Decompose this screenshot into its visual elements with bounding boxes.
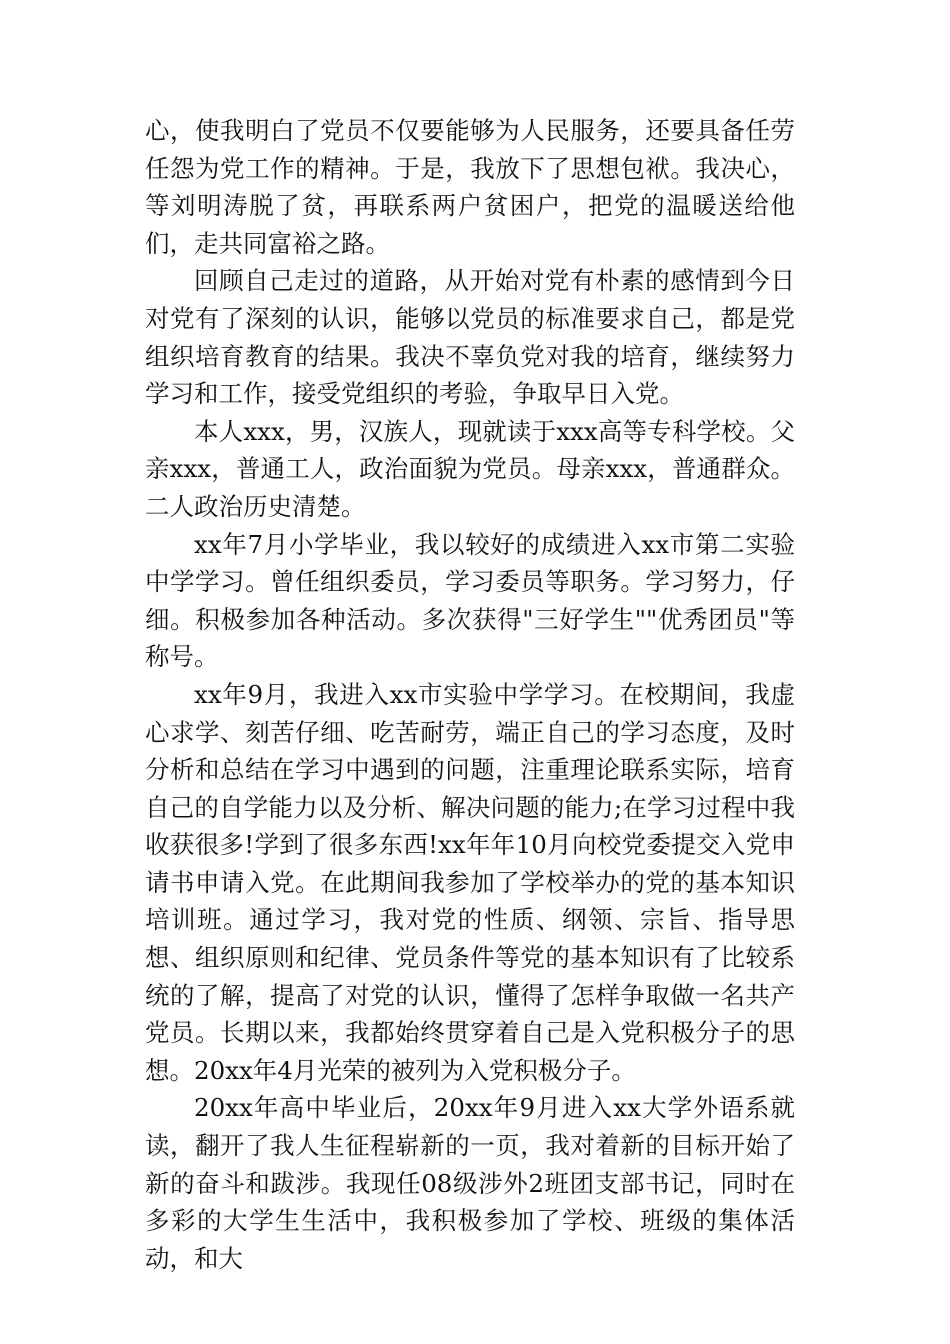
paragraph-high-school: xx年9月，我进入xx市实验中学学习。在校期间，我虚心求学、刻苦仔细、吃苦耐劳，端正自己的学习态度，及时分析和总结在学习中遇到的问题，注重理论联系实际，培育自己的自学能力以及分析、解决问题的能力;在学习过程中我收获很多!学到了很多东西!xx年年10月向校党委提交入党申请书申请入党。在此期间我参加了学校举办的党的基本知识培训班。通过学习，我对党的性质、纲领、宗旨、指导思想、组织原则和纪律、党员条件等党的基本知识有了比较系统的了解，提高了对党的认识，懂得了怎样争取做一名共产党员。长期以来，我都始终贯穿着自己是入党积极分子的思想。20xx年4月光荣的被列为入党积极分子。 [145, 679, 795, 1085]
paragraph-university: 20xx年高中毕业后，20xx年9月进入xx大学外语系就读，翻开了我人生征程崭新的一页，我对着新的目标开始了新的奋斗和跋涉。我现任08级涉外2班团支部书记，同时在多彩的大学生生活中，我积极参加了学校、班级的集体活动，和大 [145, 1093, 795, 1273]
paragraph-review: 回顾自己走过的道路，从开始对党有朴素的感情到今日对党有了深刻的认识，能够以党员的标准要求自己，都是党组织培育教育的结果。我决不辜负党对我的培育，继续努力学习和工作，接受党组织的考验，争取早日入党。 [145, 266, 795, 409]
paragraph-continued: 心，使我明白了党员不仅要能够为人民服务，还要具备任劳任怨为党工作的精神。于是，我放下了思想包袱。我决心，等刘明涛脱了贫，再联系两户贫困户，把党的温暖送给他们，走共同富裕之路。 [145, 116, 795, 258]
paragraph-primary-school: xx年7月小学毕业，我以较好的成绩进入xx市第二实验中学学习。曾任组织委员，学习委员等职务。学习努力，仔细。积极参加各种活动。多次获得"三好学生""优秀团员"等称号。 [145, 529, 795, 672]
document-page [145, 112, 795, 1277]
paragraph-personal-info: 本人xxx，男，汉族人，现就读于xxx高等专科学校。父亲xxx，普通工人，政治面貌为党员。母亲xxx，普通群众。二人政治历史清楚。 [145, 416, 795, 521]
